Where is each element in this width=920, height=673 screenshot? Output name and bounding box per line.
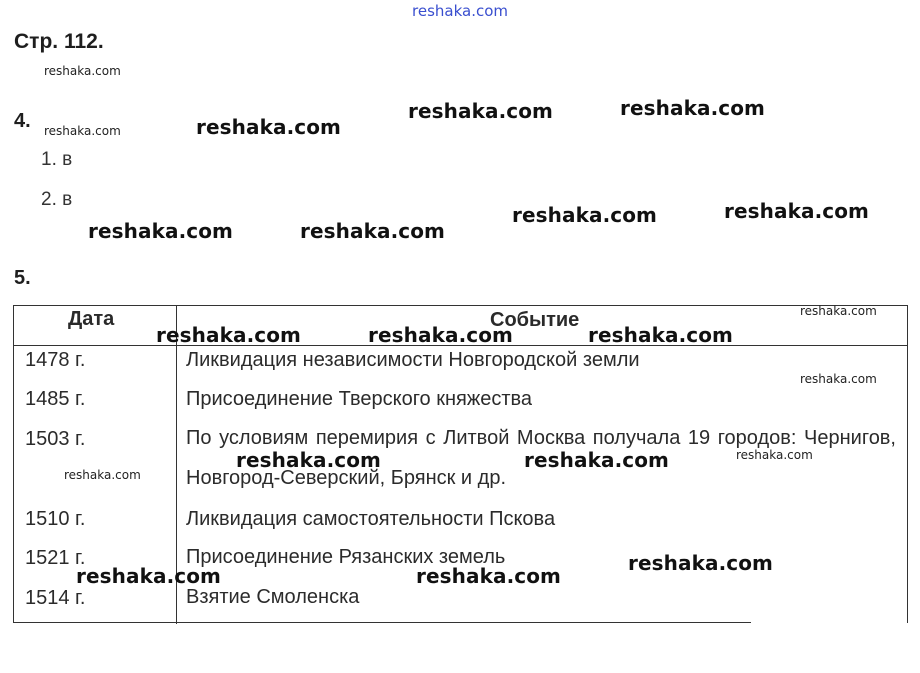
table-row-date: 1514 г. <box>25 587 86 609</box>
watermark: reshaka.com <box>236 448 381 472</box>
watermark: reshaka.com <box>76 564 221 588</box>
watermark: reshaka.com <box>588 323 733 347</box>
section-5-number: 5. <box>14 267 31 289</box>
watermark: reshaka.com <box>416 564 561 588</box>
watermark: reshaka.com <box>196 115 341 139</box>
watermark: reshaka.com <box>88 219 233 243</box>
table-header-event: Событие <box>490 309 580 331</box>
table-row-event: Ликвидация самостоятельности Пскова <box>186 508 556 530</box>
table-row-event: По условиям перемирия с Литвой Москва получала 19 городов: Чернигов, Новгород-Северский, Брянск и др. <box>186 427 896 489</box>
watermark: reshaka.com <box>800 372 877 386</box>
table-row-date: 1510 г. <box>25 508 86 530</box>
table-row-event: Взятие Смоленска <box>186 586 360 608</box>
watermark: reshaka.com <box>724 199 869 223</box>
watermark: reshaka.com <box>524 448 669 472</box>
table-row-date: 1503 г. <box>25 428 86 450</box>
site-top-link[interactable]: reshaka.com <box>412 2 508 20</box>
answer-item-2: 2. в <box>41 189 73 210</box>
page-title: Стр. 112. <box>14 30 104 53</box>
watermark: reshaka.com <box>620 96 765 120</box>
watermark: reshaka.com <box>156 323 301 347</box>
watermark: reshaka.com <box>44 124 121 138</box>
table-row-event: Присоединение Рязанских земель <box>186 546 506 568</box>
watermark: reshaka.com <box>408 99 553 123</box>
table-bottom-border <box>13 622 751 623</box>
watermark: reshaka.com <box>44 64 121 78</box>
watermark: reshaka.com <box>736 448 813 462</box>
watermark: reshaka.com <box>628 551 773 575</box>
table-row-date: 1521 г. <box>25 547 86 569</box>
section-4-number: 4. <box>14 110 31 132</box>
table-row-date: 1485 г. <box>25 388 86 410</box>
table-row-event: Ликвидация независимости Новгородской земли <box>186 349 640 371</box>
watermark: reshaka.com <box>64 468 141 482</box>
watermark: reshaka.com <box>300 219 445 243</box>
watermark: reshaka.com <box>512 203 657 227</box>
watermark: reshaka.com <box>800 304 877 318</box>
table-row-date: 1478 г. <box>25 349 86 371</box>
answer-item-1: 1. в <box>41 149 73 170</box>
table-row-event: Присоединение Тверского княжества <box>186 388 533 410</box>
watermark: reshaka.com <box>368 323 513 347</box>
table-header-date: Дата <box>68 308 115 330</box>
